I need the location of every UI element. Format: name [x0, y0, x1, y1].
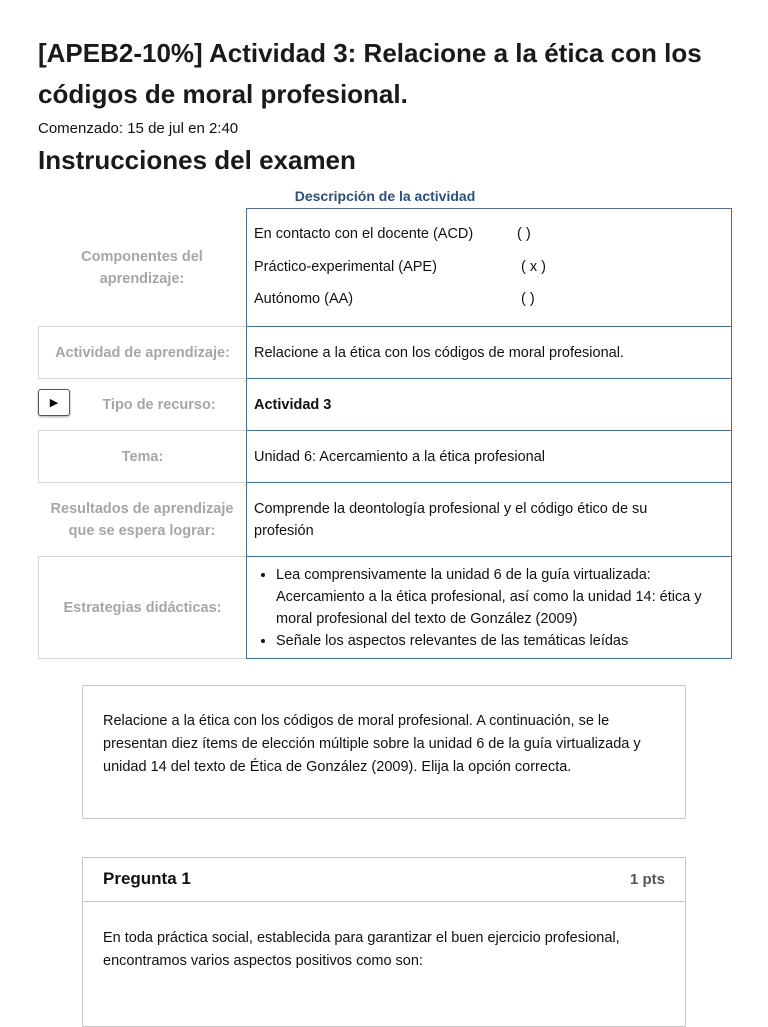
strategy-item: • Señale los aspectos relevantes de las temáticas leídas	[276, 630, 723, 652]
row-learning-activity	[38, 326, 732, 379]
instructions-heading: Instrucciones del examen	[38, 145, 356, 175]
row-expected-results	[38, 482, 732, 557]
row-strategies	[38, 556, 732, 659]
component-acd-mark: ( )	[517, 226, 531, 242]
quiz-title: [APEB2-10%] Actividad 3: Relacione a la ética con los códigos de moral profesional.	[38, 38, 702, 109]
resource-type-value: Actividad 3	[246, 378, 732, 431]
intro-box	[82, 685, 686, 819]
play-button[interactable]	[38, 389, 70, 416]
component-aa: Autónomo (AA)	[254, 291, 354, 307]
topic-value: Unidad 6: Acercamiento a la ética profesional	[246, 430, 732, 483]
topic-label: Tema:	[38, 430, 246, 483]
component-acd: En contacto con el docente (ACD)	[254, 226, 474, 242]
components-label: Componentes del aprendizaje:	[81, 248, 203, 287]
strategies-list	[254, 564, 723, 652]
question-points: 1 pts	[629, 871, 665, 888]
question-text: En toda práctica social, establecida para garantizar el buen ejercicio profesional, encontramos varios aspectos positivos como son:	[103, 930, 620, 969]
play-icon: ▶	[49, 397, 59, 409]
learning-activity-value: Relacione a la ética con los códigos de moral profesional.	[246, 326, 732, 379]
strategies-label: Estrategias didácticas:	[38, 556, 246, 659]
expected-results-value: Comprende la deontología profesional y el código ético de su profesión	[246, 482, 732, 557]
strategy-item: • Lea comprensivamente la unidad 6 de la guía virtualizada: Acercamiento a la ética profesional, así como la unidad 14: ética y moral profesional del texto de González (2009)	[276, 564, 723, 630]
component-ape: Práctico-experimental (APE)	[254, 259, 437, 275]
intro-text: Relacione a la ética con los códigos de moral profesional. A continuación, se le presentan diez ítems de elección múltiple sobre la unidad 6 de la guía virtualizada y unidad 14 del texto de Ética de González (2009). Elija la opción correcta.	[103, 713, 641, 775]
strategies-cell	[246, 556, 732, 659]
start-time: Comenzado: 15 de jul en 2:40	[38, 120, 239, 137]
question-card	[82, 857, 686, 1027]
row-resource-type	[38, 378, 732, 431]
row-components	[38, 208, 732, 327]
components-cell	[246, 208, 732, 327]
component-ape-mark: ( x )	[521, 259, 546, 275]
component-aa-mark: ( )	[521, 291, 535, 307]
question-title: Pregunta 1	[103, 869, 191, 888]
expected-results-label: Resultados de aprendizaje que se espera lograr:	[50, 500, 234, 539]
question-header	[83, 858, 685, 902]
resource-type-label: Tipo de recurso:	[102, 396, 216, 413]
row-topic	[38, 430, 732, 483]
learning-activity-label: Actividad de aprendizaje:	[38, 326, 246, 379]
activity-description-header: Descripción de la actividad	[294, 188, 476, 204]
